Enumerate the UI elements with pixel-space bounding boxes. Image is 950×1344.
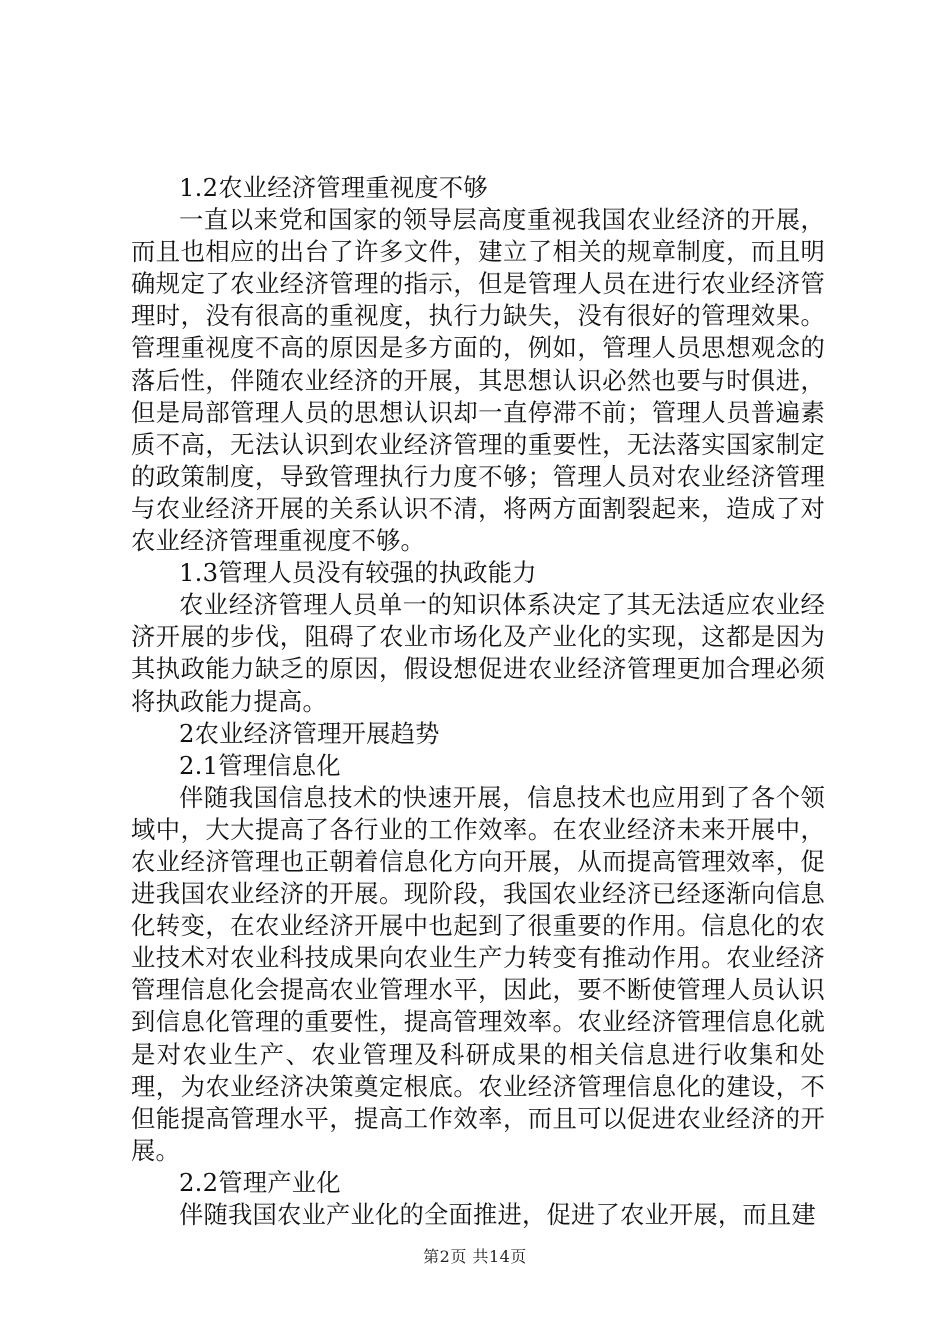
- section-heading-1-2: 1.2农业经济管理重视度不够: [179, 173, 488, 202]
- paragraph-governing-ability: 农业经济管理人员单一的知识体系决定了其无法适应农业经济开展的步伐，阻碍了农业市场化及产业化的实现，这都是因为其执政能力缺乏的原因，假设想促进农业经济管理更加合理必须将执政能力提高。: [131, 590, 825, 716]
- paragraph-informatization: 伴随我国信息技术的快速开展，信息技术也应用到了各个领域中，大大提高了各行业的工作效率。在农业经济未来开展中，农业经济管理也正朝着信息化方向开展，从而提高管理效率，促进我国农业经济的开展。现阶段，我国农业经济已经逐渐向信息化转变，在农业经济开展中也起到了很重要的作用。信息化的农业技术对农业科技成果向农业生产力转变有推动作用。农业经济管理信息化会提高农业管理水平，因此，要不断使管理人员认识到信息化管理的重要性，提高管理效率。农业经济管理信息化就是对农业生产、农业管理及科研成果的相关信息进行收集和处理，为农业经济决策奠定根底。农业经济管理信息化的建设，不但能提高管理水平，提高工作效率，而且可以促进农业经济的开展。: [131, 782, 825, 1165]
- section-heading-2: 2农业经济管理开展趋势: [179, 718, 440, 748]
- page-number-footer: 第2页 共14页: [423, 1247, 527, 1266]
- paragraph-management-attention: 一直以来党和国家的领导层高度重视我国农业经济的开展，而且也相应的出台了许多文件，建立了相关的规章制度，而且明确规定了农业经济管理的指示，但是管理人员在进行农业经济管理时，没有很高的重视度，执行力缺失，没有很好的管理效果。管理重视度不高的原因是多方面的，例如，管理人员思想观念的落后性，伴随农业经济的开展，其思想认识必然也要与时俱进，但是局部管理人员的思想认识却一直停滞不前；管理人员普遍素质不高，无法认识到农业经济管理的重要性，无法落实国家制定的政策制度，导致管理执行力度不够；管理人员对农业经济管理与农业经济开展的关系认识不清，将两方面割裂起来，造成了对农业经济管理重视度不够。: [131, 205, 825, 556]
- section-heading-1-3: 1.3管理人员没有较强的执政能力: [179, 558, 537, 588]
- paragraph-industrialization: 伴随我国农业产业化的全面推进，促进了农业开展，而且建: [179, 1200, 816, 1229]
- document-body: [131, 172, 825, 1231]
- section-heading-2-2: 2.2管理产业化: [179, 1167, 341, 1197]
- section-heading-2-1: 2.1管理信息化: [179, 750, 341, 780]
